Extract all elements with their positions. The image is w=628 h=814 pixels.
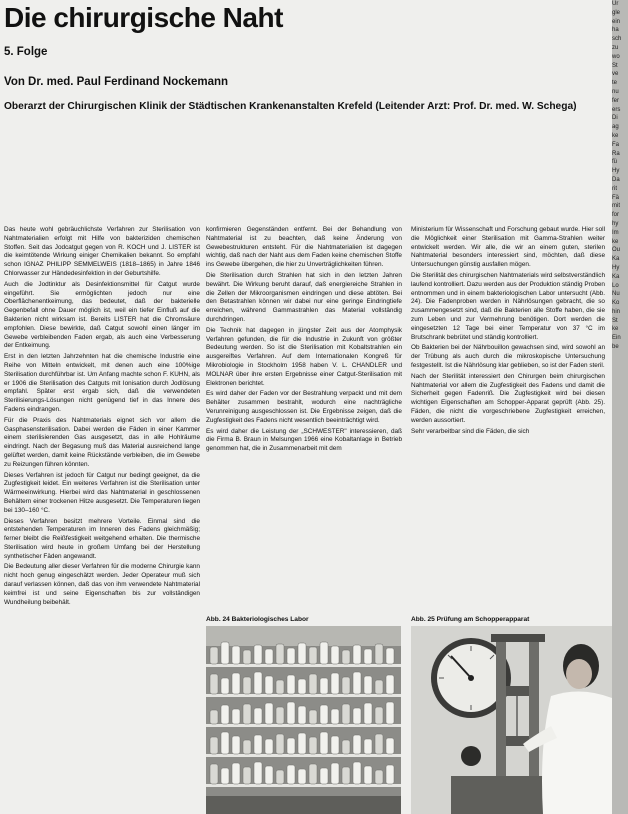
edge-text-fragment: St: [612, 62, 618, 69]
edge-text-fragment: ke: [612, 238, 619, 245]
paragraph: Ministerium für Wissenschaft und Forschung gebaut wurde. Hier soll die Möglichkeit einer Sterilisation mit Gamma-Strahlen weiter entwickelt werden. Wir alle, die wir an einem guten, sterilen Nahtmaterial besonders interessiert sind, möchten, daß diese Untersuchungen günstig ausfallen mögen.: [411, 226, 605, 269]
paragraph: Erst in den letzten Jahrzehnten hat die chemische Industrie eine Reihe von Mitteln entwickelt, mit denen auch eine 100%ige Sterilisation durchführbar ist. Um Anfang machte schon F. KUHN, als er 1906 die Sterilisation des Catguts mit Ionisation durch Jodlösung empfahl. Später erst ergab sich, daß die verwendeten Sterilisierungs-Lösungen nicht genügend tief in das Innere des Fadens eindrangen.: [4, 353, 200, 413]
paragraph: Die Sterilisation durch Strahlen hat sich in den letzten Jahren bewährt. Die Wirkung beruht darauf, daß energiereiche Strahlen in die Zellen der Mikroorganismen eindringen und diese abtöten. Bei den Betastrahlen können wir dabei nur eine geringe Eindringtiefe erreichen, während Gammastrahlen das Material vollständig durchdringen.: [206, 271, 402, 323]
edge-text-fragment: Ou: [612, 247, 621, 254]
paragraph: Die Technik hat dagegen in jüngster Zeit aus der Atomphysik Verfahren gefunden, die für die Industrie in Zukunft von größter Bedeutung werden. So ist die Sterilisation mit Kobaltstrahlen ein ausgereiftes Verfahren. Auf dem Internationalen Kongreß für Mikrobiologie in Stockholm 1958 haben V. L. CHANDLER und MOLNAR über ihre ersten Ergebnisse einer Catgut-Sterilisation mit Elektronen berichtet.: [206, 326, 402, 387]
paragraph: Dieses Verfahren ist jedoch für Catgut nur bedingt geeignet, da die Zugfestigkeit leidet. Ein weiteres Verfahren ist die Sterilisation unter Wärmeeinwirkung. Hierbei wird das Nahtmaterial in geschlossenen Behältern einer trockenen Hitze ausgesetzt. Die Temperaturen liegen bei 130–160 °C.: [4, 471, 200, 514]
edge-text-fragment: Nu: [612, 291, 620, 298]
edge-text-fragment: Da: [612, 176, 620, 183]
paragraph: Das heute wohl gebräuchlichste Verfahren zur Sterilisation von Nahtmaterialien erfolgt mit Hilfe von bakteriziden chemischen Stoffen. Seit das Jodcatgut gegen von R. KOCH und J. LISTER ist die keimtötende Wirkung einiger Chemikalien bekannt. So empfahl schon IGNAZ PHILIPP SEMMELWEIS (1818–1865) in Jahre 1846 Chlorwasser zur Händedesinfektion in der Geburtshilfe.: [4, 226, 200, 277]
edge-text-fragment: Hy: [612, 264, 620, 271]
edge-text-fragment: zu: [612, 44, 619, 51]
series-label: 5. Folge: [4, 46, 48, 58]
figure-25-caption: Abb. 25 Prüfung am Schopperapparat: [411, 616, 530, 623]
edge-text-fragment: St: [612, 317, 618, 324]
edge-text-fragment: Ko: [612, 300, 620, 307]
edge-text-fragment: sch: [612, 36, 622, 43]
edge-text-fragment: ke: [612, 326, 619, 333]
edge-text-fragment: Im: [612, 229, 619, 236]
edge-text-fragment: Ra: [612, 150, 620, 157]
edge-text-fragment: Lo: [612, 282, 619, 289]
laboratory-shelves-image: [206, 626, 401, 814]
paragraph: Die Bedeutung aller dieser Verfahren für die moderne Chirurgie kann nicht hoch genug eingeschätzt werden. Jeder Operateur muß sich darauf verlassen können, daß das von ihm verwendete Nahtmaterial keimfrei ist und seine Eigenschaften bis zur vollständigen Wundheilung beibehält.: [4, 563, 200, 606]
edge-text-fragment: ha: [612, 27, 619, 34]
paragraph: Für die Praxis des Nahtmaterials eignet sich vor allem die Gasphasensterilisation. Dabei werden die Fäden in einer Kammer einem sterilisierenden Gas ausgesetzt, das in alle Hohlräume eindringt. Nach der Begasung muß das Material ausreichend lange gelüftet werden, damit keine Rückstände verbleiben, die im Gewebe zu Reizungen führen könnten.: [4, 416, 200, 468]
paragraph: Nach der Sterilität interessiert den Chirurgen beim chirurgischen Nahtmaterial vor allem die Zugfestigkeit des Fadens und damit die Sicherheit gegen Fadenriß. Die Zugfestigkeit wird bei diesen wichtigen Eigenschaften am Schopper-Apparat geprüft (Abb. 25). Fäden, die nicht die vorgeschriebene Zugfestigkeit erreichen, werden aussortiert.: [411, 372, 605, 424]
edge-text-fragment: Ka: [612, 273, 620, 280]
text-column-3: [411, 226, 605, 610]
adjacent-page-edge: [612, 0, 628, 814]
edge-text-fragment: Ein: [612, 335, 621, 342]
edge-text-fragment: wo: [612, 53, 620, 60]
edge-text-fragment: Ur: [612, 1, 619, 7]
paragraph: Ob Bakterien bei der Nährbouillon gewachsen sind, wird sowohl an der Trübung als auch durch die mikroskopische Untersuchung festgestellt. Ist die Nährlösung klar geblieben, so ist der Faden steril.: [411, 344, 605, 369]
edge-text-fragment: gle: [612, 9, 621, 16]
article-title: Die chirurgische Naht: [4, 2, 283, 33]
edge-text-fragment: be: [612, 344, 619, 351]
paragraph: Es wird daher der Faden vor der Bestrahlung verpackt und mit dem Behälter zusammen bestrahlt, wodurch eine nachträgliche Verunreinigung ausgeschlossen ist. Die Ergebnisse zeigen, daß die Zugfestigkeit des Fadens nicht wesentlich beeinträchtigt wird.: [206, 390, 402, 424]
edge-text-fragment: Ka: [612, 256, 620, 263]
edge-text-fragment: ag: [612, 124, 619, 131]
edge-text-fragment: ve: [612, 71, 619, 78]
edge-text-fragment: te: [612, 80, 618, 87]
schopper-apparatus-image: [411, 626, 612, 814]
paragraph: Die Sterilität des chirurgischen Nahtmaterials wird selbstverständlich laufend kontrolliert. Dazu werden aus der Produktion ständig Proben entnommen und in einem bakteriologischen Labor untersucht (Abb. 24). Die Fadenproben werden in Nährlösungen gebracht, die so zusammengesetzt sind, daß die Bakterien alle Stoffe haben, die sie zum Leben und zur Vermehrung benötigen. Dort werden die eingesetzten 12 Tage bei einer Temperatur von 37 °C im Brutschrank bebrütet und ständig kontrolliert.: [411, 271, 605, 341]
edge-text-fragment: Fä: [612, 194, 620, 201]
edge-text-fragment: Di: [612, 115, 618, 122]
edge-text-fragment: mit: [612, 203, 620, 210]
laboratory-photo: [206, 626, 401, 814]
edge-text-fragment: fer: [612, 97, 620, 104]
text-column-1: [4, 226, 200, 808]
paragraph: Es wird daher die Leistung der „SCHWESTER" interessieren, daß die Firma B. Braun in Melsungen 1966 eine Kobaltanlage in Betrieb genommen hat, die in Zusammenarbeit mit dem: [206, 427, 402, 453]
edge-text-fragment: hin: [612, 308, 621, 315]
testing-apparatus-photo: [411, 626, 612, 814]
paragraph: konfirmieren Gegenständen entfernt. Bei der Behandlung von Nahtmaterial ist zu beachten, daß keine Änderung von Gewebestrukturen entsteht. Für die Nahtmaterialien ist dagegen wichtig, daß nach der Naht aus dem Faden keine chemischen Stoffe ins Gewebe übergehen, die hier zu Unverträglichkeiten führen.: [206, 226, 402, 269]
edge-text-fragment: ke: [612, 132, 619, 139]
edge-text-fragment: ein: [612, 18, 621, 25]
edge-text-fragment: fü: [612, 159, 618, 166]
paragraph: Sehr verarbeitbar sind die Fäden, die sich: [411, 427, 530, 435]
paragraph: Dieses Verfahren besitzt mehrere Vorteile. Einmal sind die entstehenden Temperaturen im Inneren des Fadens gleichmäßig; ferner bleibt die Reißfestigkeit weitgehend erhalten. Die thermische Sterilisation wird heute in großem Umfang bei der Herstellung synthetischer Fäden angewandt.: [4, 517, 200, 560]
edge-text-fragment: hy: [612, 220, 619, 227]
edge-text-fragment: Hy: [612, 168, 620, 175]
edge-text-fragment: nu: [612, 88, 619, 95]
figure-24-caption: Abb. 24 Bakteriologisches Labor: [206, 616, 309, 623]
edge-text-fragment: for: [612, 212, 620, 219]
edge-text-fragment: Fa: [612, 141, 620, 148]
affiliation-line: Oberarzt der Chirurgischen Klinik der Städtischen Krankenanstalten Krefeld (Leitender Arzt: Prof. Dr. med. W. Schega): [4, 101, 577, 112]
author-line: Von Dr. med. Paul Ferdinand Nockemann: [4, 76, 229, 88]
text-column-2: [206, 226, 402, 608]
paragraph: Auch die Jodtinktur als Desinfektionsmittel für Catgut wurde eingeführt. Sie ermöglichten jedoch nur eine Oberflächenentkeimung, das bedeutet, daß der bakterielle Gegenbefall ohne Dauer möglich ist, weil ein tiefer Einfluß auf die Bakterien nicht wirksam ist. Bereits LISTER hat die Chromsäure empfohlen. Diese bewirkte, daß Catgut sowohl einen länger im Gewebe verbleibenden Faden ergab, als auch eine Verbesserung der Entkeimung.: [4, 280, 200, 350]
edge-text-fragment: ers: [612, 106, 621, 113]
edge-text-fragment: rit: [612, 185, 617, 192]
